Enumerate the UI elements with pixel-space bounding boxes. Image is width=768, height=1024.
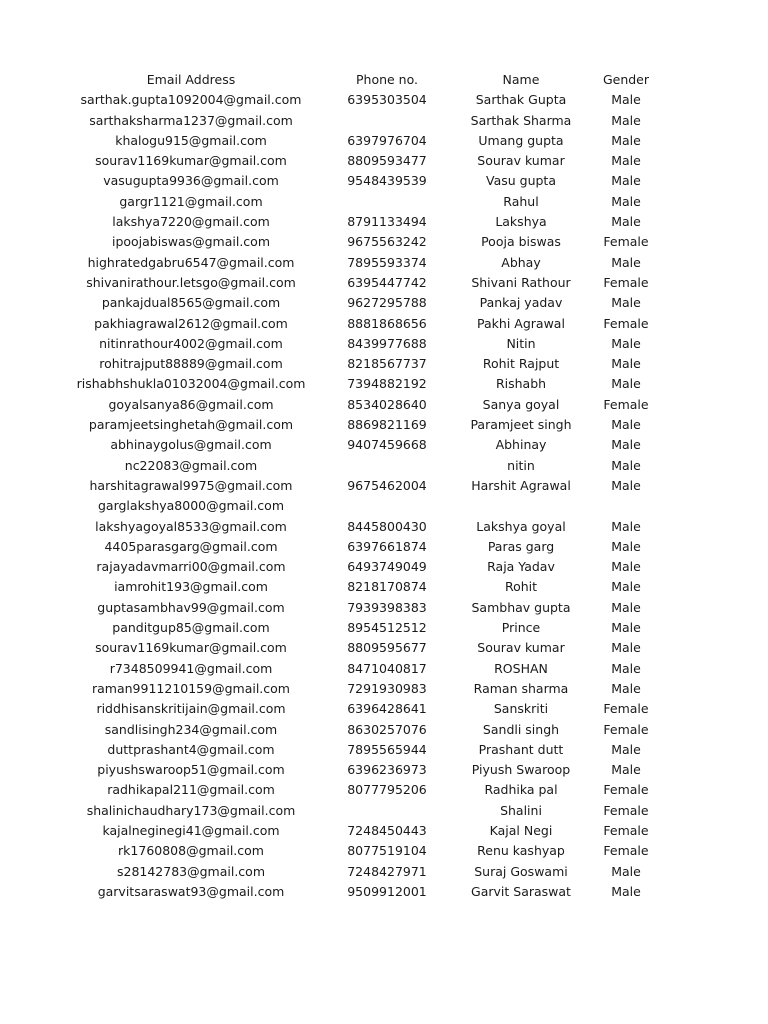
cell-email: panditgup85@gmail.com — [112, 620, 270, 636]
cell-name: Pankaj yadav — [479, 295, 563, 311]
cell-gender: Male — [611, 538, 641, 554]
cell-name: Rohit — [504, 579, 538, 595]
cell-phone: 6395447742 — [347, 274, 427, 290]
cell-phone: 6396428641 — [347, 701, 427, 717]
cell-email: garvitsaraswat93@gmail.com — [97, 883, 285, 899]
table-row — [0, 171, 768, 191]
cell-gender: Male — [611, 883, 641, 899]
cell-gender: Male — [611, 680, 641, 696]
cell-email: r7348509941@gmail.com — [109, 660, 273, 676]
cell-name: Prashant dutt — [478, 741, 564, 757]
cell-email: rajayadavmarri00@gmail.com — [96, 559, 286, 575]
cell-phone: 8218567737 — [347, 356, 427, 372]
cell-name: Suraj Goswami — [474, 863, 568, 879]
cell-gender: Female — [603, 843, 649, 859]
cell-gender: Male — [611, 376, 641, 392]
cell-email: pankajdual8565@gmail.com — [101, 295, 281, 311]
cell-email: vasugupta9936@gmail.com — [103, 173, 279, 189]
table-row — [0, 882, 768, 902]
cell-gender: Male — [611, 599, 641, 615]
cell-email: garglakshya8000@gmail.com — [97, 498, 284, 514]
cell-name: Sarthak Sharma — [470, 112, 572, 128]
cell-email: 4405parasgarg@gmail.com — [104, 538, 278, 554]
cell-email: goyalsanya86@gmail.com — [108, 396, 274, 412]
cell-email: nitinrathour4002@gmail.com — [99, 335, 283, 351]
cell-email: lakshyagoyal8533@gmail.com — [95, 518, 287, 534]
cell-email: pakhiagrawal2612@gmail.com — [94, 315, 288, 331]
cell-gender: Male — [611, 132, 641, 148]
table-row — [0, 720, 768, 740]
cell-phone: 6396236973 — [347, 762, 427, 778]
cell-phone: 9627295788 — [347, 295, 427, 311]
cell-phone: 7248450443 — [347, 822, 427, 838]
cell-email: iamrohit193@gmail.com — [114, 579, 268, 595]
header-name: Name — [502, 72, 540, 87]
table-row — [0, 801, 768, 821]
cell-gender: Female — [603, 721, 649, 737]
cell-phone: 7291930983 — [347, 680, 427, 696]
cell-name: Paras garg — [487, 538, 555, 554]
cell-gender: Male — [611, 620, 641, 636]
header-phone: Phone no. — [355, 72, 419, 87]
table-row — [0, 273, 768, 293]
table-row — [0, 212, 768, 232]
table-row — [0, 192, 768, 212]
cell-gender: Male — [611, 173, 641, 189]
cell-name: Raman sharma — [473, 680, 569, 696]
cell-phone: 7895593374 — [347, 254, 427, 270]
header-email: Email Address — [146, 72, 236, 87]
table-row — [0, 517, 768, 537]
table-row — [0, 90, 768, 110]
cell-name: Pooja biswas — [481, 234, 561, 250]
table-row — [0, 638, 768, 658]
cell-email: radhikapal211@gmail.com — [107, 782, 275, 798]
table-row — [0, 131, 768, 151]
cell-name: Nitin — [506, 335, 536, 351]
cell-gender: Male — [611, 214, 641, 230]
table-row — [0, 659, 768, 679]
cell-gender: Male — [611, 153, 641, 169]
cell-name: Sanya goyal — [482, 396, 560, 412]
cell-gender: Male — [611, 579, 641, 595]
cell-name: Sarthak Gupta — [475, 92, 567, 108]
cell-name: Shalini — [500, 802, 542, 818]
cell-phone: 8534028640 — [347, 396, 427, 412]
cell-email: sarthak.gupta1092004@gmail.com — [80, 92, 302, 108]
header-gender: Gender — [602, 72, 650, 87]
cell-gender: Male — [611, 559, 641, 575]
cell-gender: Male — [611, 762, 641, 778]
cell-gender: Male — [611, 254, 641, 270]
table-row — [0, 618, 768, 638]
table-row — [0, 111, 768, 131]
cell-name: Kajal Negi — [489, 822, 553, 838]
cell-gender: Male — [611, 640, 641, 656]
cell-gender: Female — [603, 701, 649, 717]
cell-email: sandlisingh234@gmail.com — [104, 721, 278, 737]
cell-email: khalogu915@gmail.com — [115, 132, 267, 148]
table-row — [0, 598, 768, 618]
cell-name: Umang gupta — [478, 132, 564, 148]
cell-email: abhinaygolus@gmail.com — [110, 437, 272, 453]
table-row — [0, 780, 768, 800]
cell-phone: 8791133494 — [347, 214, 427, 230]
cell-gender: Female — [603, 315, 649, 331]
cell-name: Rishabh — [495, 376, 547, 392]
table-row — [0, 415, 768, 435]
cell-gender: Female — [603, 396, 649, 412]
cell-phone: 8809595677 — [347, 640, 427, 656]
table-row — [0, 476, 768, 496]
cell-name: Paramjeet singh — [470, 417, 572, 433]
cell-phone: 8471040817 — [347, 660, 427, 676]
cell-email: nc22083@gmail.com — [124, 457, 258, 473]
table-row — [0, 699, 768, 719]
cell-gender: Male — [611, 437, 641, 453]
cell-gender: Male — [611, 356, 641, 372]
table-row — [0, 679, 768, 699]
cell-phone: 7895565944 — [347, 741, 427, 757]
cell-name: ROSHAN — [494, 660, 548, 676]
cell-email: rk1760808@gmail.com — [118, 843, 264, 859]
table-header-row — [0, 70, 768, 90]
table-row — [0, 557, 768, 577]
cell-name: Prince — [501, 620, 541, 636]
cell-gender: Male — [611, 417, 641, 433]
cell-email: lakshya7220@gmail.com — [112, 214, 270, 230]
cell-name: Sanskriti — [493, 701, 549, 717]
cell-gender: Female — [603, 234, 649, 250]
table-row — [0, 862, 768, 882]
table-row — [0, 577, 768, 597]
table-row — [0, 821, 768, 841]
cell-name: Renu kashyap — [477, 843, 565, 859]
table-row — [0, 232, 768, 252]
table-row — [0, 293, 768, 313]
cell-gender: Female — [603, 802, 649, 818]
cell-phone: 6395303504 — [347, 92, 427, 108]
cell-name: nitin — [507, 457, 535, 473]
cell-phone: 6397976704 — [347, 132, 427, 148]
cell-phone: 8077519104 — [347, 843, 427, 859]
cell-phone: 9675563242 — [347, 234, 427, 250]
cell-name: Vasu gupta — [485, 173, 556, 189]
cell-email: kajalneginegi41@gmail.com — [102, 822, 280, 838]
cell-email: highratedgabru6547@gmail.com — [87, 254, 295, 270]
cell-email: guptasambhav99@gmail.com — [97, 599, 285, 615]
table-row — [0, 537, 768, 557]
cell-phone: 8869821169 — [347, 417, 427, 433]
cell-name: Raja Yadav — [487, 559, 555, 575]
cell-gender: Male — [611, 741, 641, 757]
cell-phone: 8445800430 — [347, 518, 427, 534]
cell-name: Sambhav gupta — [471, 599, 571, 615]
cell-gender: Male — [611, 92, 641, 108]
cell-email: raman9911210159@gmail.com — [92, 680, 290, 696]
table-row — [0, 151, 768, 171]
cell-email: sourav1169kumar@gmail.com — [95, 153, 287, 169]
cell-name: Harshit Agrawal — [471, 477, 571, 493]
cell-phone: 8809593477 — [347, 153, 427, 169]
cell-phone: 9509912001 — [347, 883, 427, 899]
contact-table — [0, 70, 768, 902]
cell-gender: Male — [611, 112, 641, 128]
table-row — [0, 253, 768, 273]
cell-email: ipoojabiswas@gmail.com — [111, 234, 271, 250]
cell-phone: 8077795206 — [347, 782, 427, 798]
cell-phone: 8630257076 — [347, 721, 427, 737]
cell-name: Abhay — [501, 254, 541, 270]
cell-name: Sourav kumar — [477, 640, 565, 656]
table-row — [0, 435, 768, 455]
cell-email: sourav1169kumar@gmail.com — [95, 640, 287, 656]
cell-name: Pakhi Agrawal — [477, 315, 565, 331]
table-row — [0, 456, 768, 476]
cell-gender: Female — [603, 782, 649, 798]
cell-email: riddhisanskritijain@gmail.com — [96, 701, 286, 717]
cell-gender: Male — [611, 477, 641, 493]
cell-phone: 9675462004 — [347, 477, 427, 493]
cell-name: Sandli singh — [482, 721, 560, 737]
cell-phone: 7394882192 — [347, 376, 427, 392]
cell-name: Rohit Rajput — [482, 356, 560, 372]
cell-phone: 9407459668 — [347, 437, 427, 453]
cell-name: Radhika pal — [484, 782, 558, 798]
cell-gender: Male — [611, 335, 641, 351]
cell-email: shivanirathour.letsgo@gmail.com — [86, 274, 296, 290]
cell-name: Sourav kumar — [477, 153, 565, 169]
cell-gender: Male — [611, 295, 641, 311]
cell-gender: Male — [611, 193, 641, 209]
cell-email: rishabhshukla01032004@gmail.com — [76, 376, 306, 392]
cell-name: Lakshya — [495, 214, 547, 230]
table-row — [0, 841, 768, 861]
cell-gender: Female — [603, 274, 649, 290]
table-row — [0, 740, 768, 760]
cell-phone: 7248427971 — [347, 863, 427, 879]
cell-email: shalinichaudhary173@gmail.com — [86, 802, 296, 818]
cell-phone: 7939398383 — [347, 599, 427, 615]
cell-gender: Male — [611, 660, 641, 676]
table-row — [0, 496, 768, 516]
cell-name: Lakshya goyal — [476, 518, 566, 534]
cell-gender: Male — [611, 518, 641, 534]
cell-phone: 9548439539 — [347, 173, 427, 189]
cell-name: Rahul — [503, 193, 539, 209]
table-body — [0, 90, 768, 902]
table-row — [0, 760, 768, 780]
cell-email: harshitagrawal9975@gmail.com — [89, 477, 293, 493]
cell-phone: 8218170874 — [347, 579, 427, 595]
cell-phone: 8881868656 — [347, 315, 427, 331]
cell-email: duttprashant4@gmail.com — [107, 741, 275, 757]
cell-email: s28142783@gmail.com — [116, 863, 266, 879]
table-row — [0, 374, 768, 394]
cell-name: Abhinay — [495, 437, 547, 453]
cell-gender: Male — [611, 863, 641, 879]
cell-phone: 8954512512 — [347, 620, 427, 636]
cell-phone: 6397661874 — [347, 538, 427, 554]
cell-gender: Female — [603, 822, 649, 838]
cell-email: sarthaksharma1237@gmail.com — [89, 112, 293, 128]
table-row — [0, 334, 768, 354]
cell-email: paramjeetsinghetah@gmail.com — [88, 417, 294, 433]
table-row — [0, 314, 768, 334]
cell-name: Garvit Saraswat — [471, 883, 571, 899]
table-row — [0, 395, 768, 415]
cell-phone: 6493749049 — [347, 559, 427, 575]
cell-name: Piyush Swaroop — [471, 762, 571, 778]
cell-name: Shivani Rathour — [471, 274, 571, 290]
cell-email: rohitrajput88889@gmail.com — [99, 356, 283, 372]
table-row — [0, 354, 768, 374]
cell-email: piyushswaroop51@gmail.com — [97, 762, 285, 778]
cell-email: gargr1121@gmail.com — [119, 193, 263, 209]
cell-gender: Male — [611, 457, 641, 473]
cell-phone: 8439977688 — [347, 335, 427, 351]
